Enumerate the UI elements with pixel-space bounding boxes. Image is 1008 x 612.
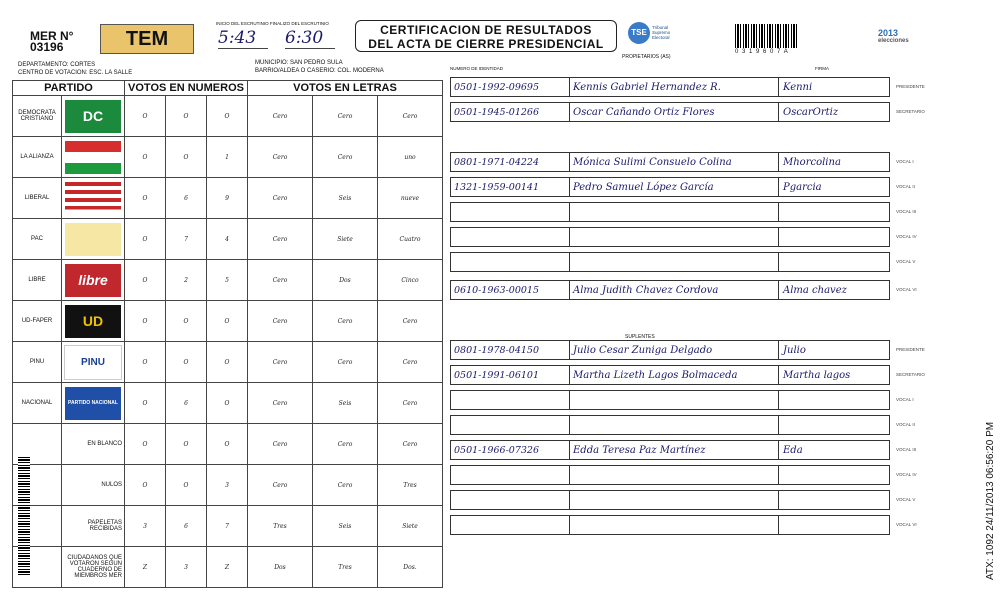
- mer-label: MER N° 03196: [30, 29, 74, 54]
- party-logo: [62, 137, 125, 178]
- member-name: [570, 203, 779, 221]
- hora-inicio: 5:43: [218, 28, 268, 49]
- member-role: VOCAL VI: [896, 287, 917, 292]
- member-name: Edda Teresa Paz Martínez: [570, 441, 779, 459]
- member-role: VOCAL II: [896, 422, 915, 427]
- departamento: DEPARTAMENTO: CORTES: [18, 62, 96, 68]
- member-id: [451, 516, 570, 534]
- member-id: 0501-1991-06101: [451, 366, 570, 384]
- barcode-side: [18, 455, 30, 575]
- votes-number-digit: O: [125, 383, 166, 424]
- member-row: [450, 252, 890, 272]
- member-row: [450, 415, 890, 435]
- votes-letters-word: Cero: [248, 342, 313, 383]
- votes-letters-word: Seis: [313, 506, 378, 547]
- tem-badge: TEM: [100, 24, 194, 54]
- votes-letters-word: Cero: [378, 96, 443, 137]
- member-role: VOCAL II: [896, 184, 915, 189]
- votes-letters-word: Cero: [313, 96, 378, 137]
- votes-number-digit: 5: [207, 260, 248, 301]
- votes-number-digit: O: [166, 342, 207, 383]
- party-name: PAC: [13, 219, 62, 260]
- member-row: [450, 440, 890, 460]
- row-label: NULOS: [62, 465, 125, 506]
- party-name: PINU: [13, 342, 62, 383]
- party-name: DEMOCRATA CRISTIANO: [13, 96, 62, 137]
- hora-label: INICIO DEL ESCRUTINIO FINALIZO DEL ESCRUTINIO: [216, 21, 329, 26]
- numero-identidad-label: NUMERO DE IDENTIDAD: [450, 66, 504, 71]
- votes-letters-word: Seis: [313, 383, 378, 424]
- votes-letters-word: Cero: [378, 301, 443, 342]
- votes-number-digit: 9: [207, 178, 248, 219]
- row-label: CIUDADANOS QUE VOTARON SEGUN CUADERNO DE MIEMBROS MER: [62, 547, 125, 588]
- results-row: [13, 96, 443, 137]
- votes-number-digit: 6: [166, 178, 207, 219]
- votes-letters-word: Cuatro: [378, 219, 443, 260]
- firma-label: FIRMA: [815, 66, 829, 71]
- member-name: [570, 491, 779, 509]
- votes-letters-word: Dos.: [378, 547, 443, 588]
- votes-number-digit: 7: [166, 219, 207, 260]
- member-name: Martha Lizeth Lagos Bolmaceda: [570, 366, 779, 384]
- member-row: [450, 280, 890, 300]
- member-name: Mónica Sulimi Consuelo Colina: [570, 153, 779, 171]
- member-role: VOCAL III: [896, 209, 917, 214]
- votes-number-digit: O: [125, 260, 166, 301]
- votes-letters-word: Cero: [313, 137, 378, 178]
- party-logo: PINU: [62, 342, 125, 383]
- barcode-text: 0 3 1 9 6 0 7 A: [735, 49, 789, 55]
- votes-letters-word: Cero: [248, 383, 313, 424]
- member-name: Kennis Gabriel Hernandez R.: [570, 78, 779, 96]
- votes-number-digit: O: [207, 96, 248, 137]
- member-role: PRESIDENTE: [896, 84, 925, 89]
- member-signature: [779, 391, 889, 409]
- member-signature: Kenni: [783, 82, 813, 93]
- party-logo: UD: [62, 301, 125, 342]
- header-votos-numeros: VOTOS EN NUMEROS: [125, 81, 248, 96]
- member-name: [570, 516, 779, 534]
- member-signature: [779, 491, 889, 509]
- votes-number-digit: Z: [207, 547, 248, 588]
- member-role: VOCAL V: [896, 259, 916, 264]
- member-role: VOCAL V: [896, 497, 916, 502]
- votes-number-digit: O: [166, 137, 207, 178]
- member-row: [450, 102, 890, 122]
- member-row: [450, 177, 890, 197]
- votes-letters-word: Cero: [248, 465, 313, 506]
- votes-letters-word: Dos: [313, 260, 378, 301]
- votes-number-digit: 2: [166, 260, 207, 301]
- votes-number-digit: O: [125, 465, 166, 506]
- party-name: UD-FAPER: [13, 301, 62, 342]
- member-name: Julio Cesar Zuniga Delgado: [570, 341, 779, 359]
- votes-letters-word: Cero: [313, 342, 378, 383]
- results-row: [13, 465, 443, 506]
- member-id: [451, 416, 570, 434]
- votes-number-digit: O: [166, 301, 207, 342]
- member-row: [450, 490, 890, 510]
- member-id: 0801-1978-04150: [451, 341, 570, 359]
- member-id: [451, 466, 570, 484]
- member-signature: Mhorcolina: [783, 157, 841, 168]
- member-name: Pedro Samuel López García: [570, 178, 779, 196]
- member-role: VOCAL IV: [896, 472, 917, 477]
- votes-letters-word: Cero: [248, 424, 313, 465]
- member-id: [451, 491, 570, 509]
- results-table: [12, 80, 443, 588]
- member-role: VOCAL III: [896, 447, 917, 452]
- votes-number-digit: O: [125, 424, 166, 465]
- member-name: Alma Judith Chavez Cordova: [570, 281, 779, 299]
- party-logo: [62, 178, 125, 219]
- propietarios-label: PROPIETARIOS (AS): [622, 54, 671, 60]
- votes-letters-word: Cero: [248, 96, 313, 137]
- member-role: SECRETARIO: [896, 372, 925, 377]
- member-name: Oscar Cañando Ortiz Flores: [570, 103, 779, 121]
- member-id: 0501-1966-07326: [451, 441, 570, 459]
- year-logo: 2013 elecciones: [878, 28, 909, 44]
- hora-fin: 6:30: [285, 28, 335, 49]
- member-name: [570, 466, 779, 484]
- votes-letters-word: Cero: [313, 465, 378, 506]
- member-row: [450, 227, 890, 247]
- member-signature: [779, 466, 889, 484]
- votes-number-digit: O: [166, 96, 207, 137]
- votes-letters-word: Cero: [313, 301, 378, 342]
- municipio: MUNICIPIO: SAN PEDRO SULA: [255, 60, 343, 66]
- votes-letters-word: Dos: [248, 547, 313, 588]
- party-logo: libre: [62, 260, 125, 301]
- results-row: [13, 301, 443, 342]
- votes-number-digit: O: [207, 424, 248, 465]
- member-signature: [779, 228, 889, 246]
- member-row: [450, 202, 890, 222]
- member-id: 0501-1992-09695: [451, 78, 570, 96]
- suplentes-label: SUPLENTES: [625, 334, 655, 340]
- results-row: [13, 383, 443, 424]
- member-role: VOCAL I: [896, 397, 914, 402]
- votes-number-digit: O: [166, 465, 207, 506]
- side-stamp: ATX: 1092 24/11/2013 06:56:20 PM: [985, 421, 996, 580]
- mer-number: 03196: [30, 40, 64, 54]
- tse-logo: TSE Tribunal Supremo Electoral: [628, 22, 670, 50]
- votes-number-digit: 3: [125, 506, 166, 547]
- votes-letters-word: Tres: [378, 465, 443, 506]
- votes-letters-word: Cero: [378, 424, 443, 465]
- party-name: LIBRE: [13, 260, 62, 301]
- member-id: 0801-1971-04224: [451, 153, 570, 171]
- votes-number-digit: 6: [166, 506, 207, 547]
- results-row: [13, 137, 443, 178]
- votes-number-digit: O: [125, 342, 166, 383]
- party-logo: PARTIDO NACIONAL: [62, 383, 125, 424]
- votes-number-digit: O: [207, 383, 248, 424]
- votes-letters-word: Cero: [248, 178, 313, 219]
- votes-number-digit: O: [125, 137, 166, 178]
- member-id: [451, 203, 570, 221]
- member-row: [450, 365, 890, 385]
- member-role: VOCAL IV: [896, 234, 917, 239]
- member-row: [450, 152, 890, 172]
- votes-letters-word: Tres: [248, 506, 313, 547]
- member-id: 0501-1945-01266: [451, 103, 570, 121]
- member-row: [450, 515, 890, 535]
- member-id: 1321-1959-00141: [451, 178, 570, 196]
- member-signature: Pgarcia: [783, 182, 822, 193]
- member-signature: [779, 253, 889, 271]
- member-signature: [779, 516, 889, 534]
- barcode-top: [735, 24, 797, 48]
- member-id: [451, 228, 570, 246]
- votes-number-digit: O: [125, 178, 166, 219]
- votes-letters-word: Seis: [313, 178, 378, 219]
- member-row: [450, 340, 890, 360]
- member-signature: Martha lagos: [783, 370, 851, 381]
- member-id: [451, 391, 570, 409]
- member-role: SECRETARIO: [896, 109, 925, 114]
- votes-letters-word: nueve: [378, 178, 443, 219]
- votes-letters-word: Siete: [313, 219, 378, 260]
- votes-letters-word: Cinco: [378, 260, 443, 301]
- party-name: NACIONAL: [13, 383, 62, 424]
- votes-letters-word: Cero: [248, 301, 313, 342]
- results-row: [13, 219, 443, 260]
- member-name: [570, 391, 779, 409]
- member-name: [570, 416, 779, 434]
- header-votos-letras: VOTOS EN LETRAS: [248, 81, 443, 96]
- member-signature: [779, 416, 889, 434]
- votes-number-digit: 1: [207, 137, 248, 178]
- results-row: [13, 506, 443, 547]
- votes-number-digit: 7: [207, 506, 248, 547]
- results-row: [13, 178, 443, 219]
- row-label: PAPELETAS RECIBIDAS: [62, 506, 125, 547]
- votes-letters-word: Cero: [378, 383, 443, 424]
- votes-number-digit: O: [207, 342, 248, 383]
- header-partido: PARTIDO: [13, 81, 125, 96]
- votes-letters-word: uno: [378, 137, 443, 178]
- results-row: [13, 342, 443, 383]
- party-name: LIBERAL: [13, 178, 62, 219]
- votes-number-digit: 3: [207, 465, 248, 506]
- member-role: VOCAL VI: [896, 522, 917, 527]
- member-id: [451, 253, 570, 271]
- votes-number-digit: 3: [166, 547, 207, 588]
- member-signature: OscarOrtiz: [783, 107, 839, 118]
- votes-letters-word: Siete: [378, 506, 443, 547]
- centro-votacion: CENTRO DE VOTACION: ESC. LA SALLE: [18, 70, 133, 76]
- member-signature: Eda: [783, 445, 803, 456]
- votes-number-digit: 4: [207, 219, 248, 260]
- member-row: [450, 465, 890, 485]
- member-signature: Julio: [783, 345, 806, 356]
- votes-letters-word: Cero: [248, 137, 313, 178]
- votes-number-digit: O: [207, 301, 248, 342]
- votes-letters-word: Cero: [378, 342, 443, 383]
- member-row: [450, 77, 890, 97]
- votes-letters-word: Tres: [313, 547, 378, 588]
- member-name: [570, 253, 779, 271]
- party-logo: DC: [62, 96, 125, 137]
- results-row: [13, 424, 443, 465]
- votes-number-digit: O: [125, 96, 166, 137]
- member-id: 0610-1963-00015: [451, 281, 570, 299]
- votes-number-digit: Z: [125, 547, 166, 588]
- results-row: [13, 547, 443, 588]
- votes-number-digit: O: [125, 301, 166, 342]
- party-logo: [62, 219, 125, 260]
- member-name: [570, 228, 779, 246]
- member-role: PRESIDENTE: [896, 347, 925, 352]
- results-row: [13, 260, 443, 301]
- row-label: EN BLANCO: [62, 424, 125, 465]
- votes-number-digit: 6: [166, 383, 207, 424]
- party-name: LA ALIANZA: [13, 137, 62, 178]
- votes-number-digit: O: [166, 424, 207, 465]
- member-row: [450, 390, 890, 410]
- votes-letters-word: Cero: [248, 260, 313, 301]
- votes-letters-word: Cero: [248, 219, 313, 260]
- member-role: VOCAL I: [896, 159, 914, 164]
- document-title: CERTIFICACION DE RESULTADOS DEL ACTA DE CIERRE PRESIDENCIAL: [355, 20, 617, 52]
- votes-letters-word: Cero: [313, 424, 378, 465]
- member-signature: Alma chavez: [783, 285, 847, 296]
- member-signature: [779, 203, 889, 221]
- barrio: BARRIO/ALDEA O CASERIO: COL. MODERNA: [255, 68, 384, 74]
- votes-number-digit: O: [125, 219, 166, 260]
